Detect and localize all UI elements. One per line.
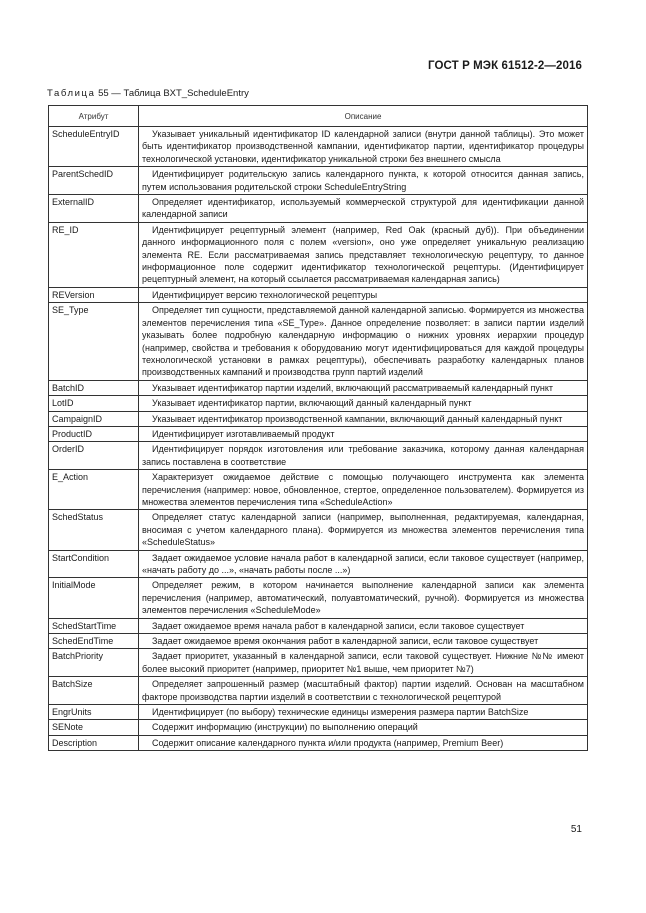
attribute-cell: SchedEndTime — [49, 634, 139, 649]
attribute-cell: RE_ID — [49, 222, 139, 287]
table-row — [49, 649, 588, 677]
column-header-attribute: Атрибут — [49, 106, 139, 127]
description-cell: Идентифицирует версию технологической рецептуры — [139, 287, 588, 302]
attribute-cell: BatchID — [49, 380, 139, 395]
caption-text: 55 — Таблица BXT_ScheduleEntry — [95, 88, 249, 99]
table-row — [49, 222, 588, 287]
table-row — [49, 287, 588, 302]
attribute-cell: EngrUnits — [49, 705, 139, 720]
attribute-cell: InitialMode — [49, 578, 139, 618]
description-cell: Идентифицирует родительскую запись календарного пункта, к которой относится данная запись, путем использования родительской строки ScheduleEntryString — [139, 167, 588, 195]
table-caption — [47, 88, 249, 99]
description-cell: Указывает идентификатор партии изделий, включающий рассматриваемый календарный пункт — [139, 380, 588, 395]
table-row — [49, 578, 588, 618]
attribute-cell: ExternalID — [49, 195, 139, 223]
table-row — [49, 303, 588, 380]
table-row — [49, 380, 588, 395]
attribute-cell: StartCondition — [49, 550, 139, 578]
attribute-cell: BatchPriority — [49, 649, 139, 677]
description-cell: Идентифицирует рецептурный элемент (например, Red Oak (красный дуб)). При объединении данного информационного поля с полем «version», оно уже определяет уникальную реализацию элемента RE. Если рассматриваемая запись представляет технологическую рецептуру, то данное информационное поле содержит идентификатор технологической рецептуры. (Идентифицирует рецептурный элемент, на который ссылается рассматриваемая календарная запись) — [139, 222, 588, 287]
table-row — [49, 550, 588, 578]
attribute-cell: SE_Type — [49, 303, 139, 380]
attribute-cell: SchedStatus — [49, 510, 139, 550]
table-row — [49, 167, 588, 195]
description-cell: Задает ожидаемое время окончания работ в календарной записи, если таковое существует — [139, 634, 588, 649]
attribute-cell: ProductID — [49, 426, 139, 441]
description-cell: Определяет режим, в котором начинается выполнение календарной записи как элемента перечисления (например, автоматический, полуавтоматический, ручной). Формируется из множества элементов перечисления «ScheduleMode» — [139, 578, 588, 618]
attribute-cell: BatchSize — [49, 677, 139, 705]
column-header-description: Описание — [139, 106, 588, 127]
table-row — [49, 470, 588, 510]
table-row — [49, 396, 588, 411]
attribute-cell: LotID — [49, 396, 139, 411]
description-cell: Идентифицирует порядок изготовления или требование заказчика, которому данная календарная запись поставлена в соответствие — [139, 442, 588, 470]
table-row — [49, 411, 588, 426]
table-row — [49, 634, 588, 649]
description-cell: Задает ожидаемое время начала работ в календарной записи, если таковое существует — [139, 618, 588, 633]
description-cell: Идентифицирует изготавливаемый продукт — [139, 426, 588, 441]
table-header-row — [49, 106, 588, 127]
description-cell: Указывает идентификатор партии, включающий данный календарный пункт — [139, 396, 588, 411]
description-cell: Задает приоритет, указанный в календарной записи, если таковой существует. Нижние №№ имеют более высокий приоритет (например, приоритет №1 выше, чем приоритет №7) — [139, 649, 588, 677]
description-cell: Указывает уникальный идентификатор ID календарной записи (внутри данной таблицы). Это может быть идентификатор производственной кампании, идентификатор партии, идентификатор процедуры технологической установки, идентификатор уникальной строки без внешнего смысла — [139, 127, 588, 167]
description-cell: Содержит информацию (инструкции) по выполнению операций — [139, 720, 588, 735]
table-body — [49, 127, 588, 751]
description-cell: Определяет запрошенный размер (масштабный фактор) партии изделий. Основан на масштабном факторе производства партии изделий в соответствии с технологической рецептурой — [139, 677, 588, 705]
description-cell: Задает ожидаемое условие начала работ в календарной записи, если таковое существует (например, «начать работу до ...», «начать работы после ...») — [139, 550, 588, 578]
description-cell: Идентифицирует (по выбору) технические единицы измерения размера партии BatchSize — [139, 705, 588, 720]
table-row — [49, 735, 588, 750]
description-cell: Определяет статус календарной записи (например, выполненная, редактируемая, календарная, вносимая с учетом календарного плана). Формируется из множества элементов перечисления типа «ScheduleStatus» — [139, 510, 588, 550]
attribute-cell: ScheduleEntryID — [49, 127, 139, 167]
table-row — [49, 426, 588, 441]
table-row — [49, 705, 588, 720]
description-cell: Характеризует ожидаемое действие с помощью получающего инструмента как элемента перечисления (например: новое, обновленное, стертое, определенное пользователем). Формируется из множества элементов перечисления типа «ScheduleAction» — [139, 470, 588, 510]
table-row — [49, 442, 588, 470]
schedule-entry-table — [48, 105, 588, 751]
attribute-cell: Description — [49, 735, 139, 750]
table-row — [49, 720, 588, 735]
attribute-cell: SENote — [49, 720, 139, 735]
description-cell: Определяет тип сущности, представляемой данной календарной записью. Формируется из множества элементов перечисления типа «SE_Type». Данное определение позволяет: в записи партии изделий указывать более подробную календарную информацию о нижних уровнях иерархии процедур (например, свойства и требования к оборудованию могут идентифицироваться для каждой процедуры технологической установки в рамках рецептуры), обеспечивать разработку календарных планов производственных кампаний и производства групп партий изделий — [139, 303, 588, 380]
description-cell: Определяет идентификатор, используемый коммерческой структурой для идентификации данной календарной записи — [139, 195, 588, 223]
attribute-cell: REVersion — [49, 287, 139, 302]
attribute-cell: SchedStartTime — [49, 618, 139, 633]
table-row — [49, 618, 588, 633]
attribute-cell: CampaignID — [49, 411, 139, 426]
description-cell: Содержит описание календарного пункта и/или продукта (например, Premium Beer) — [139, 735, 588, 750]
attribute-cell: E_Action — [49, 470, 139, 510]
caption-prefix: Таблица — [47, 88, 96, 99]
page-number: 51 — [570, 824, 582, 835]
table-row — [49, 510, 588, 550]
table-row — [49, 677, 588, 705]
document-standard-header: ГОСТ Р МЭК 61512-2—2016 — [428, 60, 582, 72]
table-row — [49, 127, 588, 167]
table-row — [49, 195, 588, 223]
attribute-cell: OrderID — [49, 442, 139, 470]
description-cell: Указывает идентификатор производственной кампании, включающий данный календарный пункт — [139, 411, 588, 426]
attribute-cell: ParentSchedID — [49, 167, 139, 195]
